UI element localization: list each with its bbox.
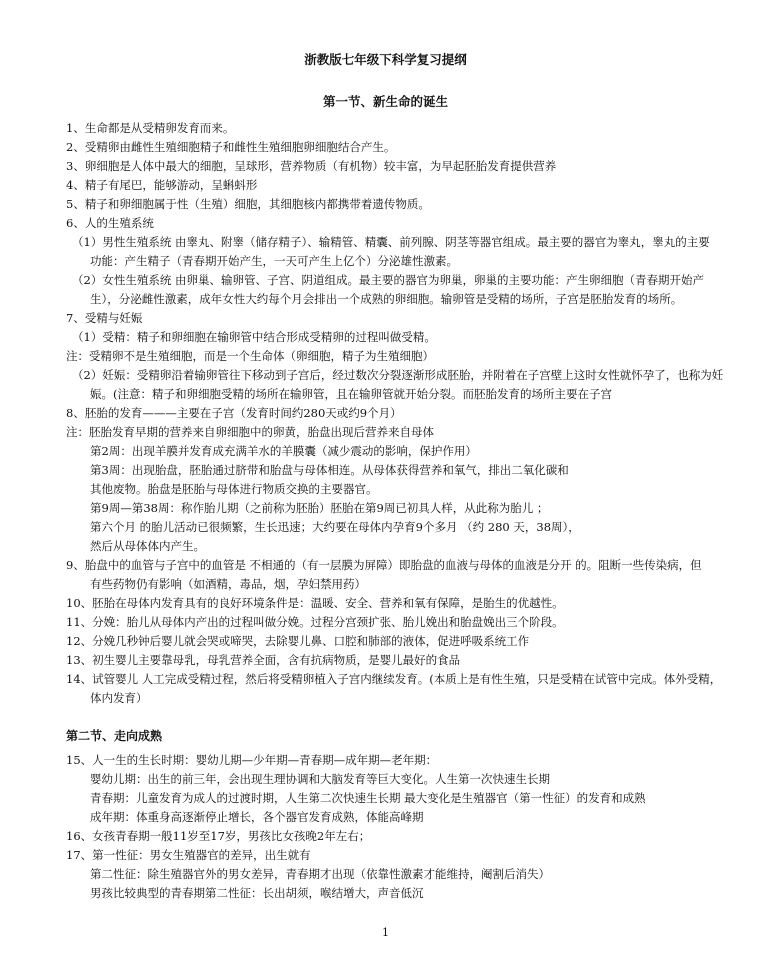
- text-line: （2）妊娠：受精卵沿着输卵管往下移动到子宫后，经过数次分裂逐渐形成胚胎，并附着在子宫壁上这时女性就怀孕了，也称为妊: [72, 368, 724, 382]
- text-line: 7、受精与妊娠: [66, 311, 143, 325]
- text-line: 3、卵细胞是人体中最大的细胞，呈球形，营养物质（有机物）较丰富，为早起胚胎发育提供营养: [66, 159, 557, 173]
- section-heading: 第二节、走向成熟: [66, 729, 163, 743]
- text-line: 然后从母体体内产生。: [90, 539, 205, 553]
- text-line: 5、精子和卵细胞属于性（生殖）细胞，其细胞核内都携带着遗传物质。: [66, 197, 430, 211]
- text-line: 第9周—第38周：称作胎儿期（之前称为胚胎）胚胎在第9周已初具人样，从此称为胎儿 ；: [90, 501, 549, 515]
- text-line: 男孩比较典型的青春期第二性征：长出胡须，喉结增大，声音低沉: [90, 886, 424, 900]
- text-line: 13、初生婴儿主要靠母乳，母乳营养全面，含有抗病物质，是婴儿最好的食品: [66, 653, 461, 667]
- text-line: 有些药物仍有影响（如酒精，毒品，烟，孕妇禁用药）: [90, 577, 366, 591]
- text-line: 14、试管婴儿 人工完成受精过程，然后将受精卵植入子宫内继续发育。(本质上是有性生殖，只是受精在试管中完成。体外受精，: [66, 672, 722, 686]
- text-line: 娠。(注意：精子和卵细胞受精的场所在输卵管，且在输卵管就开始分裂。而胚胎发育的场所主要在子宫: [90, 387, 612, 401]
- text-line: 10、胚胎在母体内发育具有的良好环境条件是：温暖、安全、营养和氧有保障，是胎生的优越性。: [66, 596, 564, 610]
- text-line: 注：胚胎发育早期的营养来自卵细胞中的卵黄，胎盘出现后营养来自母体: [66, 425, 434, 439]
- text-line: 1、生命都是从受精卵发育而来。: [66, 121, 235, 135]
- text-line: 2、受精卵由雌性生殖细胞精子和雌性生殖细胞卵细胞结合产生。: [66, 140, 396, 154]
- page-number: 1: [382, 926, 389, 939]
- text-line: 8、胚胎的发育———主要在子宫（发育时间约280天或约9个月）: [66, 406, 402, 420]
- text-line: 17、第一性征：男女生殖器官的差异，出生就有: [66, 848, 311, 862]
- text-line: 11、分娩：胎儿从母体内产出的过程叫做分娩。过程分宫颈扩张、胎儿娩出和胎盘娩出三个阶段。: [66, 615, 564, 629]
- text-line: 12、分娩几秒钟后婴儿就会哭或啼哭，去除婴儿鼻、口腔和肺部的液体，促进呼吸系统工作: [66, 634, 530, 648]
- text-line: 16、女孩青春期一般11岁至17岁，男孩比女孩晚2年左右；: [66, 829, 371, 843]
- text-line: （1）男性生殖系统 由睾丸、附睾（储存精子）、输精管、精囊、前列腺、阴茎等器官组成。最主要的器官为睾丸，睾丸的主要: [72, 235, 710, 249]
- text-line: 注：受精卵不是生殖细胞，而是一个生命体（卵细胞，精子为生殖细胞）: [66, 349, 434, 363]
- text-line: 第2周：出现羊膜并发育成充满羊水的羊膜囊（减少震动的影响，保护作用）: [90, 444, 477, 458]
- text-line: 青春期：儿童发育为成人的过渡时期，人生第二次快速生长期 最大变化是生殖器官（第一性征）的发育和成熟: [90, 791, 646, 805]
- text-line: （2）女性生殖系统 由卵巢、输卵管、子宫、阴道组成。最主要的器官为卵巢，卵巢的主要功能：产生卵细胞（青春期开始产: [72, 273, 704, 287]
- text-line: 9、胎盘中的血管与子宫中的血管是 不相通的（有一层膜为屏障）即胎盘的血液与母体的血液是分开 的。阻断一些传染病，但: [66, 558, 702, 572]
- text-line: 第六个月 的胎儿活动已很频繁，生长迅速；大约要在母体内孕育9个多月 （约 280 天，38周），: [90, 520, 580, 534]
- text-line: 6、人的生殖系统: [66, 216, 154, 230]
- text-line: 功能：产生精子（青春期开始产生，一天可产生上亿个）分泌雄性激素。: [90, 254, 458, 268]
- text-line: 婴幼儿期：出生的前三年，会出现生理协调和大脑发育等巨大变化。人生第一次快速生长期: [90, 772, 550, 786]
- text-line: 成年期：体重身高逐渐停止增长，各个器官发育成熟，体能高峰期: [90, 810, 424, 824]
- document-title: 浙教版七年级下科学复习提纲: [304, 52, 467, 67]
- text-line: 其他废物。胎盘是胚胎与母体进行物质交换的主要器官。: [90, 482, 378, 496]
- text-line: （1）受精：精子和卵细胞在输卵管中结合形成受精卵的过程叫做受精。: [72, 330, 436, 344]
- text-line: 第二性征：除生殖器官外的男女差异，青春期才出现（依靠性激素才能维持，阉割后消失）: [90, 867, 550, 881]
- text-line: 体内发育）: [90, 691, 148, 705]
- text-line: 15、人一生的生长时期：婴幼儿期—少年期—青春期—成年期—老年期：: [66, 753, 438, 767]
- text-line: 4、精子有尾巴，能够游动，呈蝌蚪形: [66, 178, 258, 192]
- text-line: 第3周：出现胎盘，胚胎通过脐带和胎盘与母体相连。从母体获得营养和氧气，排出二氧化碳和: [90, 463, 569, 477]
- section-heading: 第一节、新生命的诞生: [322, 94, 448, 109]
- text-line: 生），分泌雌性激素，成年女性大约每个月会排出一个成熟的卵细胞。输卵管是受精的场所，子宫是胚胎发育的场所。: [90, 292, 683, 306]
